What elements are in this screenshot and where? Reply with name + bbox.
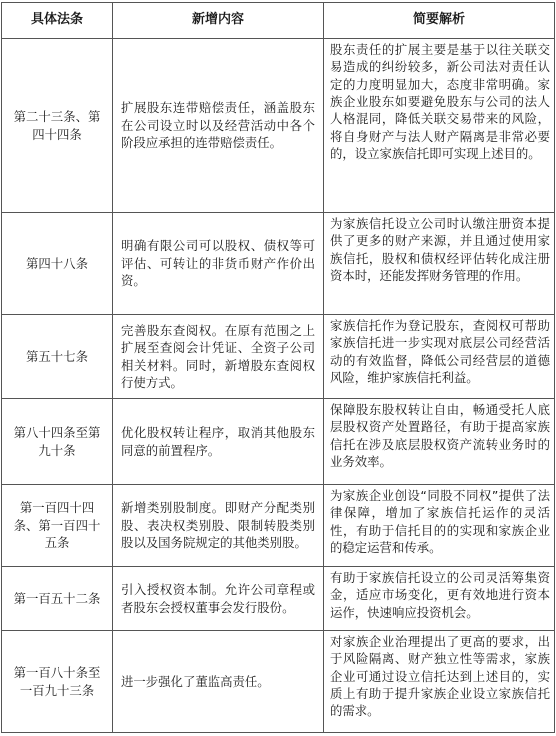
table-row — [2, 567, 555, 631]
header-analysis: 简要解析 — [324, 3, 555, 39]
analysis-cell: 股东责任的扩展主要是基于以往关联交易造成的纠纷较多，新公司法对责任认定的力度明显加大，态度非常明确。家族企业股东如要避免股东与公司的法人人格混同，降低关联交易带来的风险，将自身财产与法人财产隔离是非常必要的，设立家族信托即可实现上述目的。 — [324, 39, 555, 213]
table-row — [2, 399, 555, 485]
table-row — [2, 485, 555, 567]
article-cell: 第一百四十四条、第一百四十五条 — [2, 485, 113, 567]
table-header-row — [2, 3, 555, 39]
header-article: 具体法条 — [2, 3, 113, 39]
table-row — [2, 631, 555, 733]
article-cell: 第五十七条 — [2, 315, 113, 399]
header-content: 新增内容 — [113, 3, 324, 39]
content-cell: 进一步强化了董监高责任。 — [113, 631, 324, 733]
table-row — [2, 39, 555, 213]
article-cell: 第一百五十二条 — [2, 567, 113, 631]
content-cell: 优化股权转让程序，取消其他股东同意的前置程序。 — [113, 399, 324, 485]
analysis-cell: 家族信托作为登记股东，查阅权可帮助家族信托进一步实现对底层公司经营活动的有效监督，降低公司经营层的道德风险，维护家族信托利益。 — [324, 315, 555, 399]
analysis-cell: 为家族信托设立公司时认缴注册资本提供了更多的财产来源，并且通过使用家族信托，股权和债权经评估转化成注册资本时，还能发挥财务管理的作用。 — [324, 213, 555, 315]
content-cell: 引入授权资本制。允许公司章程或者股东会授权董事会发行股份。 — [113, 567, 324, 631]
article-cell: 第四十八条 — [2, 213, 113, 315]
article-cell: 第二十三条、第四十四条 — [2, 39, 113, 213]
analysis-cell: 对家族企业治理提出了更高的要求，出于风险隔离、财产独立性等需求，家族企业可通过设立信托达到上述目的，实质上有助于提升家族企业设立家族信托的需求。 — [324, 631, 555, 733]
article-cell: 第八十四条至第九十条 — [2, 399, 113, 485]
content-cell: 明确有限公司可以股权、债权等可评估、可转让的非货币财产作价出资。 — [113, 213, 324, 315]
table-row — [2, 315, 555, 399]
content-cell: 完善股东查阅权。在原有范围之上扩展至查阅会计凭证、全资子公司相关材料。同时，新增股东查阅权行使方式。 — [113, 315, 324, 399]
analysis-cell: 有助于家族信托设立的公司灵活筹集资金，适应市场变化，更有效地进行资本运作，快速响应投资机会。 — [324, 567, 555, 631]
law-comparison-table — [1, 2, 555, 733]
table-row — [2, 213, 555, 315]
content-cell: 新增类别股制度。即财产分配类别股、表决权类别股、限制转股类别股以及国务院规定的其他类别股。 — [113, 485, 324, 567]
analysis-cell: 保障股东股权转让自由，畅通受托人底层股权资产处置路径，有助于提高家族信托在涉及底层股权资产流转业务时的业务效率。 — [324, 399, 555, 485]
content-cell: 扩展股东连带赔偿责任，涵盖股东在公司设立时以及经营活动中各个阶段应承担的连带赔偿责任。 — [113, 39, 324, 213]
article-cell: 第一百八十条至一百九十三条 — [2, 631, 113, 733]
analysis-cell: 为家族企业创设“同股不同权”提供了法律保障，增加了家族信托运作的灵活性，有助于信托目的的实现和家族企业的稳定运营和传承。 — [324, 485, 555, 567]
